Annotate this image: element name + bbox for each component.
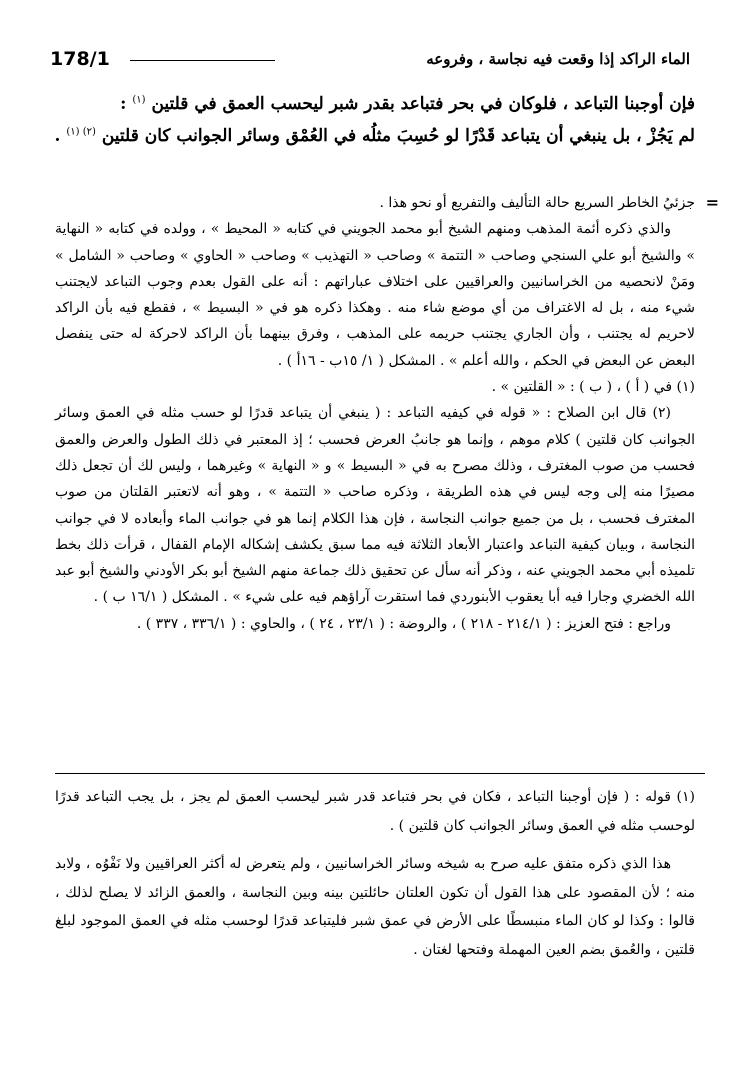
main-text-line [55, 120, 695, 152]
page-header [50, 47, 690, 71]
references-line: وراجع : فتح العزيز : ( ٢١٤/١ - ٢١٨ ) ، والروضة : ( ٢٣/١ ، ٢٤ ) ، والحاوي : ( ٣٣٦/١ ، ٣٣٧ ) . [136, 615, 671, 632]
main-text-line [55, 88, 695, 120]
continuation-text [55, 190, 719, 216]
footnote-2: (٢) قال ابن الصلاح : « قوله في كيفيه التباعد : ( ينبغي أن يتباعد قدرًا لو حسب مثله في العمق وسائر الجوانب كان قلتين ) كلام موهم ، وإنما هو جانبُ العرض فحسب ؛ إذ المعتبر في ذلك الطول والعرض والعمق فحسب من صوب المغترف ، وذلك مصرح به في « البسيط » و « النهاية » وغيرهما ، وليس لك أن تجعل ذلك مصيرًا منه إلى وجه ليس في هذه الطريقة ، وذكره صاحب « التتمة » ، وهو أنه لاتعتبر القلتان من صوب المغترف فحسب ، بل من جميع جوانب النجاسة ، فإن هذا الكلام إنما هو في جوانب الماء وأبعاده لا في جوانب النجاسة ، وبيان كيفية التباعد واعتبار الأبعاد الثلاثة فيه مما سبق يكشف إشكاله الإمام القفال ، قرأت ذلك بخط تلميذه أبي محمد الجويني عنه ، وذكر أنه سأل عن تحقيق ذلك جماعة منهم الشيخ أبو بكر الأودني والشيخ أبو عبد الله الخضري وجارا فيه أبا يعقوب الأبنوردي فما استقرت آراؤهم فيه على شيء » . المشكل ( ١٦/١ ب ) . [55, 405, 695, 606]
page-number: 178/1 [50, 48, 110, 70]
footnote-1: (١) في ( أ ) ، ( ب ) : « القلتين » . [491, 379, 695, 396]
note-paragraph: والذي ذكره أئمة المذهب ومنهم الشيخ أبو محمد الجويني في كتابه « المحيط » ، وولده في كتابه « النهاية » والشيخ أبو علي السنجي وصاحب « التتمة » وصاحب « التهذيب » وصاحب « الحاوي » وصاحب « الشامل » ومَنْ لانحصيه من الخراسانيين والعراقيين على اختلاف عباراتهم : أنه على القول بعدم وجوب التباعد لايجتنب شيء منه ، بل له الاغتراف من أي موضع شاء منه . وهكذا ذكره هو في « البسيط » ، فقطع فيه بأن الراكد لاحريم له يجتنب ، وأن الجاري يجتنب حريمه على المذهب ، وفرق بينهما بأن الراكد لاحركة له حتى ينفصل البعض عن البعض في الحكم ، والله أعلم » . المشكل ( ١/ ١٥ب - ١٦أ ) . [55, 221, 695, 369]
commentary-note: (١) قوله : ( فإن أوجبنا التباعد ، فكان في بحر فتباعد قدر شبر ليحسب العمق لم يجز ، بل يجب التباعد قدرًا لوحسب مثله في العمق وسائر الجوانب كان قلتين ) . [55, 789, 695, 834]
main-text [55, 88, 695, 152]
running-title: الماء الراكد إذا وقعت فيه نجاسة ، وفروعه [426, 50, 690, 68]
editor-notes [55, 190, 719, 637]
main-text-fragment: فإن أوجبنا التباعد ، فلوكان في بحر فتباعد بقدر شبر ليحسب العمق في قلتين [151, 94, 695, 114]
main-text-fragment: لم يَجُزْ ، بل ينبغي أن يتباعد قَدْرًا لو حُسِبَ مثلُه في العُمْق وسائر الجوانب كان قلتين [101, 126, 695, 146]
commentary-section [55, 783, 695, 964]
section-divider [55, 773, 705, 774]
continuation-mark: = [705, 193, 719, 212]
spacer [55, 840, 695, 850]
header-rule [130, 60, 275, 61]
continuation-fragment: جزئيُ الخاطر السريع حالة التأليف والتفريع أو نحو هذا . [379, 195, 695, 211]
footnote-ref: (١) [132, 94, 146, 106]
footnote-ref: (٢) (١) [66, 126, 96, 138]
punctuation: . [55, 126, 61, 146]
commentary-text: هذا الذي ذكره متفق عليه صرح به شيخه وسائر الخراسانيين ، ولم يتعرض له أكثر العراقيين ولا نَفْوُه ، ولابد منه ؛ لأن المقصود على هذا القول أن تكون العلتان حائلتين بينه وبين النجاسة ، والعمق الزائد لا يصلح لذلك ، قالوا : وكذا لو كان الماء منبسطًا على الأرض في عمق شبر فليتباعد قدرًا لوحسب مثله في العمق الموجود لبلغ قلتين ، والعُمق بضم العين المهملة وفتحها لغتان . [55, 856, 695, 958]
punctuation: : [120, 94, 127, 114]
